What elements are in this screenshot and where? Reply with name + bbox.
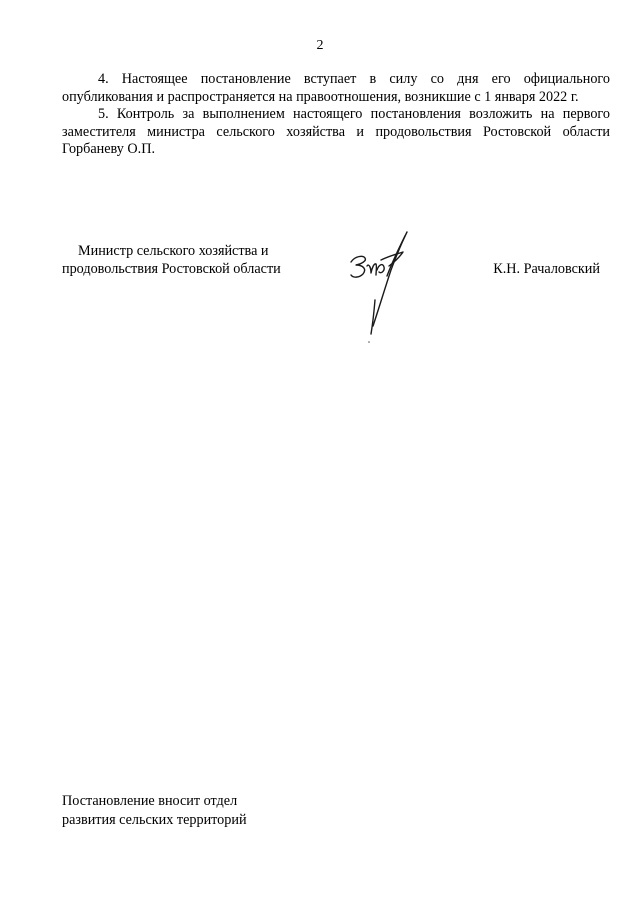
- paragraph-5: 5. Контроль за выполнением настоящего постановления возложить на первого заместителя министра сельского хозяйства и продовольствия Ростовской области Горбаневу О.П.: [62, 106, 610, 157]
- page-number: 2: [316, 38, 324, 53]
- signatory-title: [62, 242, 312, 278]
- paragraph-4: 4. Настоящее постановление вступает в силу со дня его официального опубликования и распространяется на правоотношения, возникшие с 1 января 2022 г.: [62, 71, 610, 105]
- footer-note: [62, 792, 247, 830]
- document-body: [62, 71, 610, 159]
- signatory-name: К.Н. Рачаловский: [493, 261, 600, 277]
- footer-line-2: развития сельских территорий: [62, 812, 247, 828]
- signatory-title-line-2: продовольствия Ростовской области: [62, 261, 281, 277]
- signature-block: [62, 242, 610, 352]
- footer-line-1: Постановление вносит отдел: [62, 793, 238, 809]
- signatory-title-line-1: Министр сельского хозяйства и: [78, 243, 269, 259]
- handwritten-signature: [345, 230, 415, 350]
